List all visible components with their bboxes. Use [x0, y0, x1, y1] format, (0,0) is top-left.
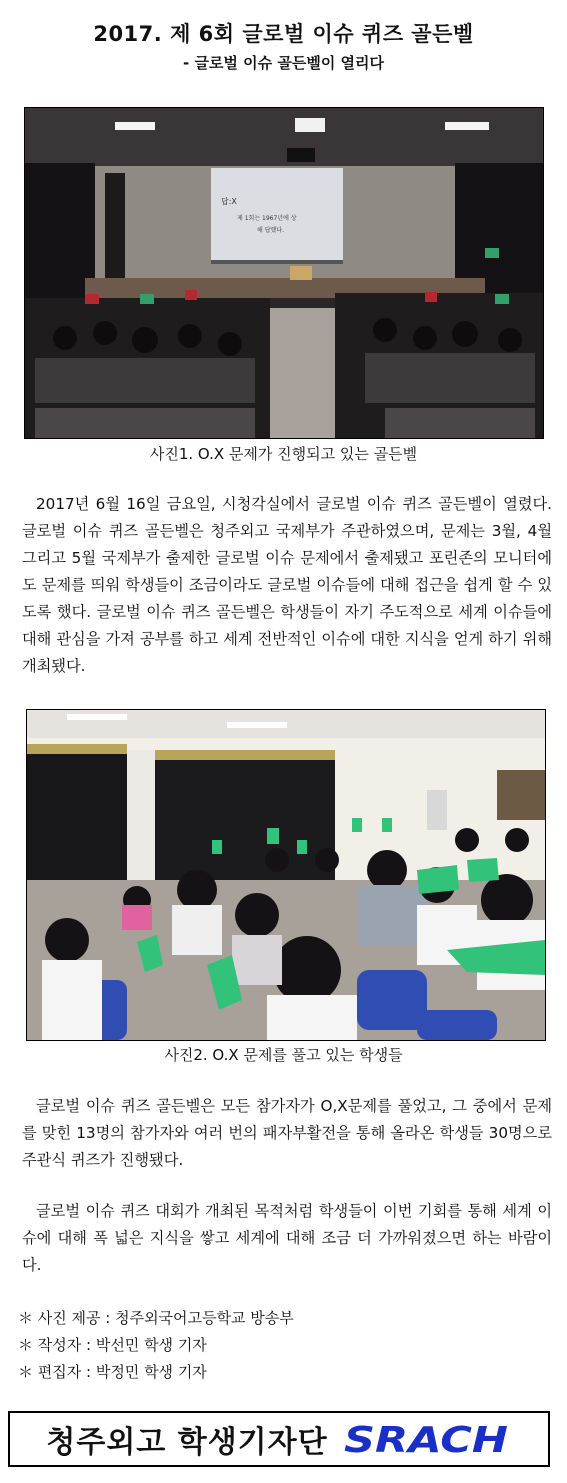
- credit-editor: ＊ 편집자 : 박정민 학생 기자: [18, 1363, 207, 1381]
- photo-students: [26, 709, 546, 1041]
- srach-logo: [342, 1419, 512, 1459]
- article-paragraph-2: 글로벌 이슈 퀴즈 골든벨은 모든 참가자가 O,X문제를 풀었고, 그 중에서 문제를 맞힌 13명의 참가자와 여러 번의 패자부활전을 통해 올라온 학생들 30명으로 주관식 퀴즈가 진행됐다.: [22, 1097, 552, 1169]
- article-paragraph-3: 글로벌 이슈 퀴즈 대회가 개최된 목적처럼 학생들이 이번 기회를 통해 세계 이슈에 대해 폭 넓은 지식을 쌓고 세계에 대해 조금 더 가까워졌으면 하는 바람이다.: [22, 1202, 552, 1274]
- article-title: 2017. 제 6회 글로벌 이슈 퀴즈 골든벨: [93, 22, 474, 46]
- credits: [18, 1305, 294, 1386]
- screen-answer-text: 답:X: [221, 197, 237, 206]
- article-paragraph-1: 2017년 6월 16일 금요일, 시청각실에서 글로벌 이슈 퀴즈 골든벨이 열렸다. 글로벌 이슈 퀴즈 골든벨은 청주외고 국제부가 주관하였으며, 문제는 3월, 4월 그리고 5월 국제부가 출제한 글로벌 이슈 문제에서 출제됐고 포린존의 모니터에도 문제를 띄워 학생들이 조금이라도 글로벌 이슈들에 대해 접근을 쉽게 할 수 있도록 했다. 글로벌 이슈 퀴즈 골든벨은 학생들이 자기 주도적으로 세계 이슈들에 대해 관심을 가져 공부를 하고 세계 전반적인 이슈에 대한 지식을 얻게 하기 위해 개최됐다.: [22, 495, 552, 675]
- photo-auditorium: [24, 107, 544, 439]
- footer-text: 청주외고 학생기자단: [46, 1425, 328, 1460]
- screen-question-text-2: 해 답했다.: [257, 227, 284, 234]
- footer-banner: [8, 1411, 550, 1467]
- screen-question-text: 제 1회는 1967년에 상: [237, 215, 297, 222]
- srach-logo-text: SRACH: [343, 1420, 508, 1459]
- credit-writer: ＊ 작성자 : 박선민 학생 기자: [18, 1336, 207, 1354]
- credit-photo: ＊ 사진 제공 : 청주외국어고등학교 방송부: [18, 1309, 294, 1327]
- article-subtitle: - 글로벌 이슈 골든벨이 열리다: [183, 54, 384, 72]
- photo1-caption: 사진1. O.X 문제가 진행되고 있는 골든벨: [149, 445, 418, 463]
- photo2-caption: 사진2. O.X 문제를 풀고 있는 학생들: [164, 1046, 403, 1064]
